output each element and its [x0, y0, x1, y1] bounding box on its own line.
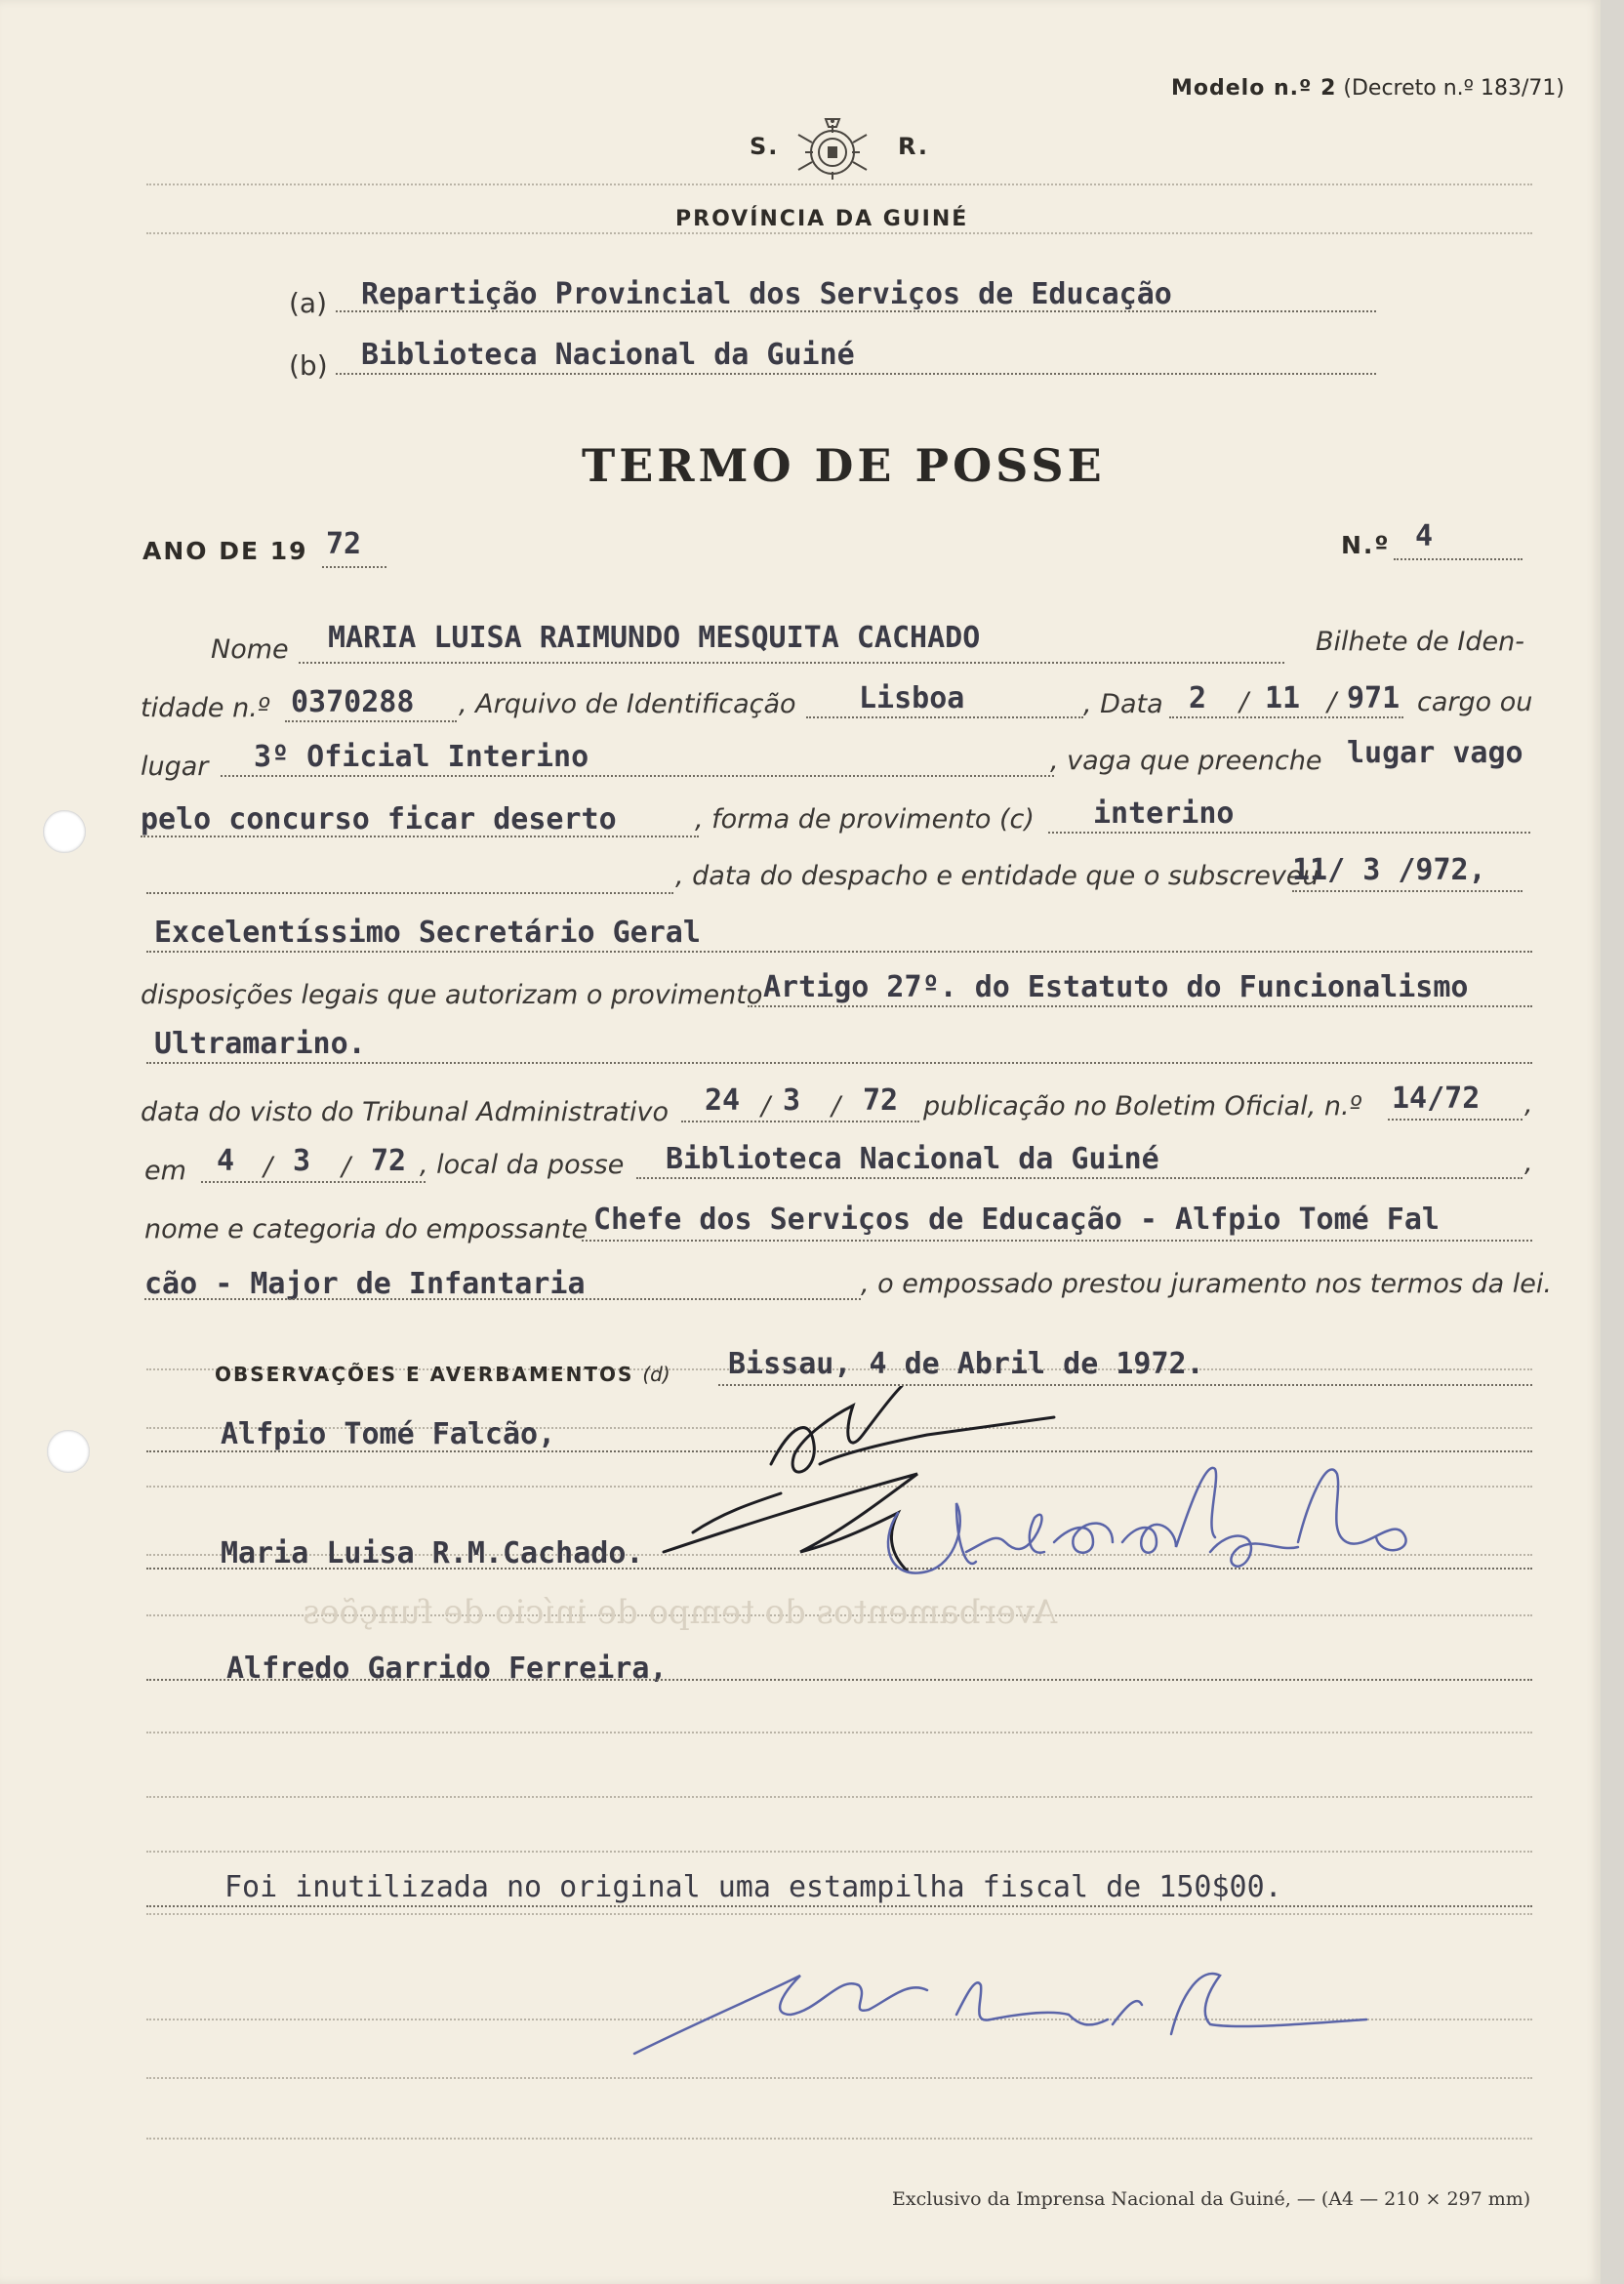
- local-label: , local da posse: [420, 1150, 625, 1180]
- tidade-label: tidade n.º: [141, 693, 270, 723]
- punch-hole-bottom: [47, 1430, 90, 1473]
- nome-value: MARIA LUISA RAIMUNDO MESQUITA CACHADO: [328, 621, 981, 655]
- observacoes-label: [215, 1363, 670, 1386]
- id-number: 0370288: [291, 685, 415, 719]
- despacho-blank-fill-line: [146, 892, 673, 894]
- b-value: Biblioteca Nacional da Guiné: [361, 338, 855, 372]
- ruled-line: [146, 2138, 1532, 2140]
- forma-label: , forma de provimento (c): [695, 804, 1035, 835]
- em-fill-line: [201, 1181, 426, 1183]
- ruled-line: [146, 1796, 1532, 1798]
- arquivo-label: , Arquivo de Identificação: [459, 689, 796, 719]
- em-day: 4: [217, 1144, 235, 1178]
- forma-value: interino: [1093, 796, 1235, 831]
- date-slash: /: [761, 1091, 771, 1122]
- empossante-label: nome e categoria do empossante: [144, 1214, 589, 1244]
- disposicoes-value-line-1: Artigo 27º. do Estatuto do Funcionalismo: [763, 970, 1469, 1004]
- observacoes-label-suffix: (d): [642, 1363, 670, 1386]
- model-reference: [1171, 76, 1564, 101]
- id-date-fill-line: [1169, 716, 1403, 718]
- year-value: 72: [326, 527, 362, 561]
- entidade-value: Excelentíssimo Secretário Geral: [154, 916, 701, 950]
- empossante-value-line-2: cão - Major de Infantaria: [144, 1267, 586, 1301]
- empossante-fill-line: [582, 1240, 1532, 1242]
- visto-fill-line: [681, 1121, 919, 1122]
- visto-year: 72: [863, 1083, 899, 1118]
- empossante-value-line-1: Chefe dos Serviços de Educação - Alfpio Tomé Fal: [593, 1203, 1440, 1237]
- juramento-label: , o empossado prestou juramento nos termos da lei.: [861, 1269, 1552, 1299]
- ruled-line: [146, 184, 1532, 185]
- lugar-fill-line: [221, 775, 1054, 777]
- ruled-line: [146, 232, 1532, 234]
- signature-blue-bottom-icon: [625, 1956, 1386, 2063]
- signature-blue-icon: [859, 1464, 1483, 1601]
- visto-month: 3: [783, 1083, 801, 1118]
- disposicoes-label: disposições legais que autorizam o provimento: [141, 980, 763, 1010]
- date-slash: /: [832, 1091, 841, 1122]
- signatory-name-3: Alfredo Garrido Ferreira,: [226, 1652, 668, 1686]
- a-prefix: (a): [289, 287, 328, 319]
- vaga-fill-line: [141, 836, 699, 837]
- disposicoes-value-line-2: Ultramarino.: [154, 1027, 366, 1061]
- lugar-label: lugar: [141, 752, 209, 782]
- arquivo-fill-line: [806, 716, 1083, 718]
- s-letter: S.: [750, 133, 780, 160]
- model-number: Modelo n.º 2: [1171, 76, 1337, 101]
- footer-imprint: Exclusivo da Imprensa Nacional da Guiné, — (A4 — 210 × 297 mm): [892, 2188, 1531, 2210]
- entidade-fill-line: [146, 951, 1532, 953]
- stamp-note-fill-line: [146, 1905, 1532, 1907]
- publicacao-comma: ,: [1524, 1089, 1533, 1120]
- cargo-label: cargo ou: [1417, 687, 1533, 717]
- signatory-fill-line-3: [146, 1679, 1532, 1681]
- bilhete-label: Bilhete de Iden-: [1316, 627, 1524, 657]
- publicacao-label: publicação no Boletim Oficial, n.º: [923, 1091, 1362, 1122]
- date-slash: /: [342, 1152, 351, 1182]
- bleed-through: Averbamentos do tempo de início de funções: [303, 1593, 1058, 1632]
- observacoes-place-date: Bissau, 4 de Abril de 1972.: [728, 1347, 1204, 1381]
- number-value: 4: [1415, 519, 1434, 553]
- stamp-note: Foi inutilizada no original uma estampilha fiscal de 150$00.: [224, 1870, 1282, 1904]
- id-number-fill-line: [285, 720, 457, 722]
- year-fill-line: [322, 566, 386, 568]
- vaga-label: , vaga que preenche: [1050, 746, 1322, 776]
- publicacao-fill-line: [1388, 1119, 1522, 1121]
- observacoes-label-text: OBSERVAÇÕES E AVERBAMENTOS: [215, 1363, 634, 1386]
- id-month: 11: [1265, 681, 1301, 715]
- nome-fill-line: [299, 662, 1284, 664]
- coat-of-arms-icon: [789, 115, 876, 185]
- local-value: Biblioteca Nacional da Guiné: [666, 1142, 1159, 1176]
- empossante-fill-line-2: [144, 1298, 861, 1300]
- ruled-line: [146, 1851, 1532, 1853]
- signatory-name-2: Maria Luisa R.M.Cachado.: [221, 1536, 644, 1570]
- province-heading: PROVÍNCIA DA GUINÉ: [675, 207, 969, 231]
- data-label: , Data: [1083, 689, 1163, 719]
- document-title: TERMO DE POSSE: [582, 439, 1106, 492]
- em-month: 3: [293, 1144, 311, 1178]
- despacho-label: , data do despacho e entidade que o subscreveu: [675, 861, 1320, 891]
- lugar-value: 3º Oficial Interino: [254, 740, 589, 774]
- ruled-line: [146, 1913, 1532, 1915]
- signatory-name-1: Alfpio Tomé Falcão,: [221, 1417, 556, 1451]
- publicacao-value: 14/72: [1392, 1081, 1481, 1116]
- ruled-line: [146, 1732, 1532, 1733]
- number-label: N.º: [1341, 531, 1391, 559]
- ruled-line: [146, 2077, 1532, 2079]
- local-comma: ,: [1524, 1148, 1533, 1178]
- nome-label: Nome: [211, 634, 289, 665]
- punch-hole-top: [43, 810, 86, 853]
- number-fill-line: [1394, 558, 1522, 560]
- forma-fill-line: [1048, 832, 1530, 834]
- date-slash: /: [1239, 687, 1249, 717]
- date-slash: /: [264, 1152, 273, 1182]
- id-year: 971: [1347, 681, 1401, 715]
- r-letter: R.: [898, 133, 930, 160]
- visto-label: data do visto do Tribunal Administrativo: [141, 1097, 670, 1127]
- id-day: 2: [1189, 681, 1207, 715]
- em-label: em: [144, 1156, 186, 1186]
- b-prefix: (b): [289, 349, 328, 382]
- despacho-fill-line: [1292, 890, 1522, 892]
- a-value: Repartição Provincial dos Serviços de Educação: [361, 277, 1172, 311]
- b-fill-line: [336, 373, 1376, 375]
- vaga-value-line-2: pelo concurso ficar deserto: [141, 802, 617, 836]
- local-fill-line: [636, 1177, 1522, 1179]
- decree-reference: (Decreto n.º 183/71): [1343, 76, 1564, 101]
- date-slash: /: [1327, 687, 1337, 717]
- visto-day: 24: [705, 1083, 741, 1118]
- arquivo-value: Lisboa: [859, 681, 965, 715]
- year-label: ANO DE 19: [142, 537, 308, 565]
- disposicoes-fill-line: [748, 1005, 1532, 1007]
- em-year: 72: [371, 1144, 407, 1178]
- vaga-value-line-1: lugar vago: [1347, 736, 1523, 770]
- despacho-value: 11/ 3 /972,: [1292, 853, 1486, 887]
- disposicoes-fill-line-2: [146, 1062, 1532, 1064]
